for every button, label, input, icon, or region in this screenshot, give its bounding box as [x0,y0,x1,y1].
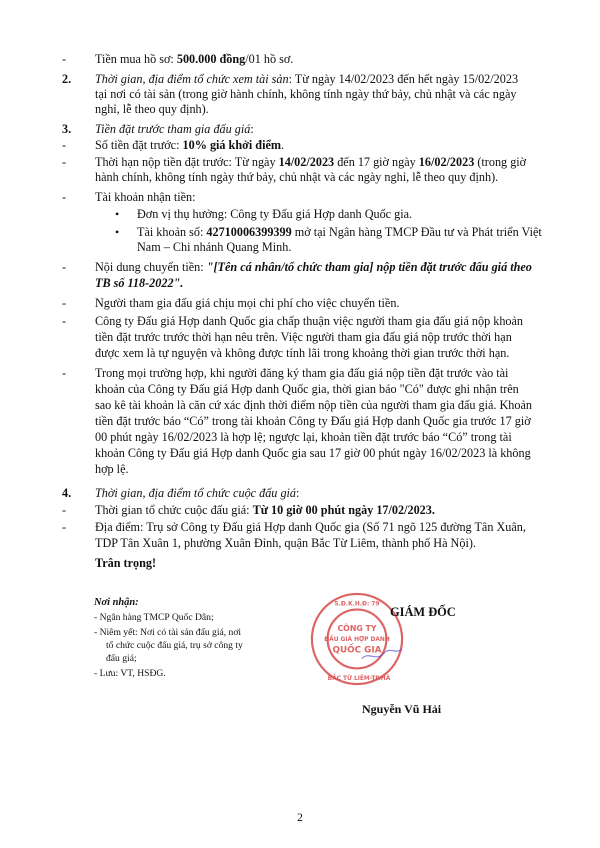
account-number-cont: Nam – Chi nhánh Quang Minh. [137,240,292,254]
all-cases-paragraph: khoản Công ty Đấu giá Hợp danh Quốc gia sau 17 giờ 00 phút ngày 16/02/2023 là không [95,446,531,460]
deposit-amount: Số tiền đặt trước: 10% giá khởi điểm. [95,138,285,152]
dash-marker: - [62,314,67,328]
all-cases-paragraph: 00 phút ngày 16/02/2023 là hợp lệ; ngược lại, khoản tiền đặt trước báo “Có” trong tài [95,430,512,444]
recipient-item: - Niêm yết: Nơi có tài sản đấu giá, nơi [94,627,242,638]
auction-place-cont: TDP Tân Xuân 1, phường Xuân Đỉnh, quận Bắc Từ Liêm, thành phố Hà Nội). [95,536,476,550]
dash-marker: - [62,190,67,204]
dash-marker: - [62,138,67,152]
deposit-deadline: Thời hạn nộp tiền đặt trước: Từ ngày 14/02/2023 đến 17 giờ ngày 16/02/2023 (trong giờ [95,155,527,169]
dash-marker: - [62,52,67,66]
recipient-item: - Ngân hàng TMCP Quốc Dân; [94,612,214,623]
accept-paragraph: Công ty Đấu giá Hợp danh Quốc gia chấp thuận việc người tham gia đấu giá nộp khoản [95,314,524,328]
section-2-number: 2. [62,72,72,86]
dash-marker: - [62,296,67,310]
beneficiary: Đơn vị thụ hưởng: Công ty Đấu giá Hợp danh Quốc gia. [137,207,413,221]
all-cases-paragraph: tiền đặt trước báo “Có” trong tài khoản Công ty Đấu giá Hợp danh Quốc gia trước 17 giờ [95,414,531,428]
deposit-deadline-cont: hành chính, không tính ngày thứ bảy, chủ nhật và các ngày nghỉ, lễ theo quy định). [95,170,499,184]
svg-text:ĐẤU GIÁ HỢP DANH: ĐẤU GIÁ HỢP DANH [324,636,390,643]
dash-marker: - [62,155,67,169]
svg-text:BẮC TỪ LIÊM-TP.HÀ: BẮC TỪ LIÊM-TP.HÀ [327,676,391,683]
account-title: Tài khoản nhận tiền: [95,190,196,204]
section-3-number: 3. [62,122,72,136]
transfer-content: Nội dung chuyển tiền: "[Tên cá nhân/tổ chức tham gia] nộp tiền đặt trước đấu giá theo [95,260,532,274]
closing-greeting: Trân trọng! [95,556,157,570]
dash-marker: - [62,520,67,534]
section-4-number: 4. [62,486,72,500]
section-2-line: tại nơi có tài sản (trong giờ hành chính, không tính ngày thứ bảy, chủ nhật và các ngày [95,87,517,101]
auction-time: Thời gian tổ chức cuộc đấu giá: Từ 10 giờ 00 phút ngày 17/02/2023. [95,503,435,517]
all-cases-paragraph: hợp lệ. [95,462,129,476]
dash-marker: - [62,366,67,380]
all-cases-paragraph: Trong mọi trường hợp, khi người đăng ký tham gia đấu giá nộp tiền đặt trước vào tài [95,366,509,380]
account-number: Tài khoản số: 42710006399399 mở tại Ngân hàng TMCP Đầu tư và Phát triển Việt [137,225,542,239]
dash-marker: - [62,260,67,274]
svg-text:CÔNG TY: CÔNG TY [337,624,377,634]
bullet-icon: • [115,225,120,239]
transfer-content-cont: TB số 118-2022". [95,276,184,290]
svg-text:QUỐC GIA: QUỐC GIA [332,645,382,656]
recipients-block [94,596,304,680]
fee-payer: Người tham gia đấu giá chịu mọi chi phí cho việc chuyển tiền. [95,296,400,310]
all-cases-paragraph: khoản của Công ty Đấu giá Hợp danh Quốc gia, thời gian báo "Có" được ghi nhận trên [95,382,519,396]
all-cases-paragraph: sao kê tài khoản là căn cứ xác định thời điểm nộp tiền của người tham gia đấu giá. Khoản [95,398,532,412]
dash-marker: - [62,503,67,517]
recipients-title: Nơi nhận: [94,597,139,608]
section-3-heading: Tiền đặt trước tham gia đấu giá: [95,122,254,136]
section-4-heading: Thời gian, địa điểm tổ chức cuộc đấu giá: [95,486,300,500]
page-number: 2 [297,812,303,824]
accept-paragraph: tiền đặt trước trước thời hạn nêu trên. Việc người tham gia đấu giá nộp trước thời hạn [95,330,512,344]
signer-name: Nguyễn Vũ Hải [362,702,442,716]
signer-role: GIÁM ĐỐC [390,605,456,619]
recipient-item-cont: tổ chức cuộc đấu giá, trụ sở công ty [106,640,243,651]
bullet-icon: • [115,207,120,221]
recipient-item-cont: đấu giá; [106,653,137,664]
section-2-line: nghỉ, lễ theo quy định). [95,102,209,116]
fee-line: Tiền mua hồ sơ: 500.000 đồng/01 hồ sơ. [95,52,294,66]
section-2-heading: Thời gian, địa điểm tổ chức xem tài sản: Từ ngày 14/02/2023 đến hết ngày 15/02/2023 [95,72,519,86]
recipient-item: - Lưu: VT, HSĐG. [94,668,166,679]
accept-paragraph: được xem là tự nguyện và không được tính lãi trong khoảng thời gian trước thời hạn. [95,346,510,360]
auction-place: Địa điểm: Trụ sở Công ty Đấu giá Hợp danh Quốc gia (Số 71 ngõ 125 đường Tân Xuân, [95,520,526,534]
svg-text:S.Đ.K.H.Đ: 79: S.Đ.K.H.Đ: 79 [334,601,380,608]
